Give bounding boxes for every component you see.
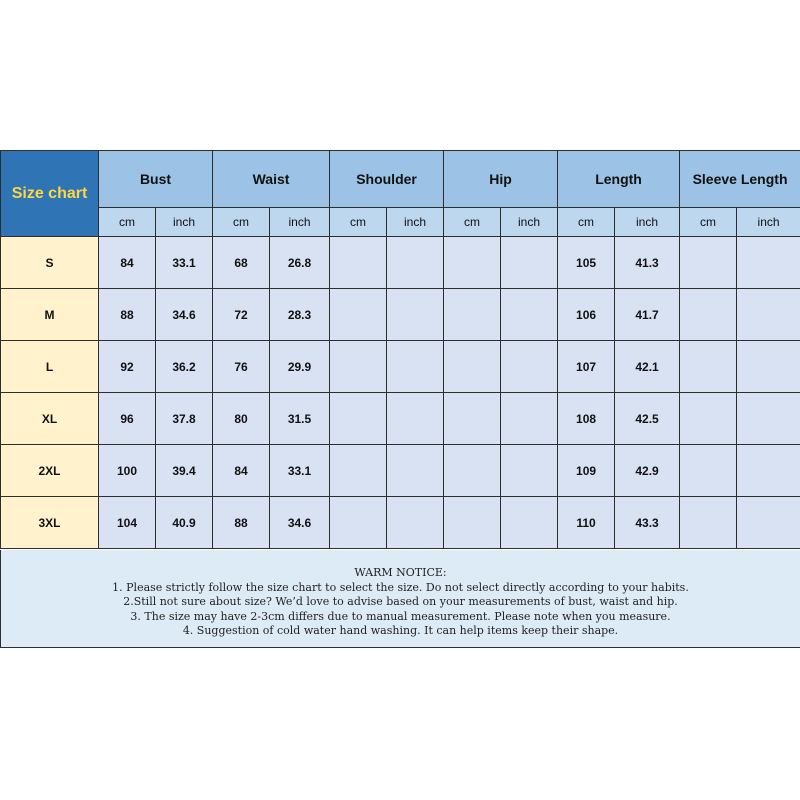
table-cell	[330, 445, 387, 497]
size-label: L	[1, 341, 99, 393]
table-cell	[387, 497, 444, 549]
table-cell	[680, 289, 737, 341]
table-cell	[680, 393, 737, 445]
unit-header-cm: cm	[213, 208, 270, 237]
table-cell: 105	[558, 237, 615, 289]
size-label: M	[1, 289, 99, 341]
table-cell	[737, 289, 800, 341]
table-cell: 41.3	[615, 237, 680, 289]
table-cell: 34.6	[156, 289, 213, 341]
table-cell: 29.9	[270, 341, 330, 393]
table-cell	[330, 237, 387, 289]
column-header-waist: Waist	[213, 151, 330, 208]
size-label: XL	[1, 393, 99, 445]
table-row	[1, 497, 800, 549]
table-cell: 34.6	[270, 497, 330, 549]
table-cell: 28.3	[270, 289, 330, 341]
table-cell: 37.8	[156, 393, 213, 445]
table-cell	[680, 237, 737, 289]
table-cell	[737, 237, 800, 289]
table-cell	[680, 497, 737, 549]
table-cell	[444, 289, 501, 341]
table-cell	[387, 445, 444, 497]
table-cell: 96	[99, 393, 156, 445]
table-cell	[501, 393, 558, 445]
table-cell	[444, 393, 501, 445]
table-cell: 80	[213, 393, 270, 445]
size-rows	[1, 237, 800, 549]
table-cell: 68	[213, 237, 270, 289]
size-chart-title: Size chart	[1, 151, 99, 237]
unit-header-cm: cm	[330, 208, 387, 237]
notice-line-2: 2.Still not sure about size? We’d love to advise based on your measurements of bust, waist and hip.	[123, 595, 678, 608]
table-row	[1, 289, 800, 341]
table-cell	[444, 237, 501, 289]
table-cell: 110	[558, 497, 615, 549]
unit-header-cm: cm	[444, 208, 501, 237]
size-label: S	[1, 237, 99, 289]
table-cell	[501, 289, 558, 341]
table-cell: 36.2	[156, 341, 213, 393]
table-cell: 108	[558, 393, 615, 445]
table-cell: 72	[213, 289, 270, 341]
table-cell: 31.5	[270, 393, 330, 445]
table-cell	[444, 445, 501, 497]
unit-header-inch: inch	[615, 208, 680, 237]
table-cell: 40.9	[156, 497, 213, 549]
table-cell	[737, 393, 800, 445]
table-cell: 104	[99, 497, 156, 549]
warm-notice	[0, 550, 800, 648]
size-label: 3XL	[1, 497, 99, 549]
table-cell: 76	[213, 341, 270, 393]
table-cell	[444, 341, 501, 393]
notice-line-1: 1. Please strictly follow the size chart to select the size. Do not select directly according to your habits.	[112, 580, 689, 594]
table-cell: 88	[213, 497, 270, 549]
unit-header-cm: cm	[558, 208, 615, 237]
table-row	[1, 341, 800, 393]
table-cell: 100	[99, 445, 156, 497]
unit-header-inch: inch	[501, 208, 558, 237]
unit-header-inch: inch	[270, 208, 330, 237]
column-header-hip: Hip	[444, 151, 558, 208]
table-cell	[501, 497, 558, 549]
table-cell	[330, 393, 387, 445]
column-header-length: Length	[558, 151, 680, 208]
table-cell: 26.8	[270, 237, 330, 289]
size-chart-table	[0, 150, 800, 549]
table-cell: 92	[99, 341, 156, 393]
table-cell: 42.9	[615, 445, 680, 497]
unit-header-inch: inch	[737, 208, 800, 237]
table-cell	[387, 393, 444, 445]
table-cell	[737, 497, 800, 549]
table-row	[1, 237, 800, 289]
table-cell	[387, 237, 444, 289]
table-cell: 106	[558, 289, 615, 341]
table-cell: 39.4	[156, 445, 213, 497]
table-cell	[737, 341, 800, 393]
column-header-sleeve-length: Sleeve Length	[680, 151, 800, 208]
unit-header-cm: cm	[99, 208, 156, 237]
table-cell	[501, 445, 558, 497]
table-row	[1, 445, 800, 497]
table-cell: 33.1	[156, 237, 213, 289]
table-cell: 107	[558, 341, 615, 393]
table-row	[1, 393, 800, 445]
size-label: 2XL	[1, 445, 99, 497]
table-cell: 88	[99, 289, 156, 341]
notice-heading: WARM NOTICE:	[354, 566, 447, 579]
notice-line-3: 3. The size may have 2-3cm differs due to manual measurement. Please note when you measure.	[130, 609, 671, 623]
table-cell	[501, 341, 558, 393]
table-cell: 42.5	[615, 393, 680, 445]
table-cell	[680, 445, 737, 497]
table-cell	[387, 289, 444, 341]
table-cell: 42.1	[615, 341, 680, 393]
table-cell	[387, 341, 444, 393]
unit-header-row	[1, 208, 800, 237]
table-cell	[330, 289, 387, 341]
unit-header-inch: inch	[387, 208, 444, 237]
table-cell: 33.1	[270, 445, 330, 497]
table-cell: 84	[99, 237, 156, 289]
table-cell: 84	[213, 445, 270, 497]
table-cell	[680, 341, 737, 393]
table-cell	[501, 237, 558, 289]
notice-line-4: 4. Suggestion of cold water hand washing. It can help items keep their shape.	[182, 624, 619, 637]
table-cell	[330, 341, 387, 393]
unit-header-inch: inch	[156, 208, 213, 237]
column-header-shoulder: Shoulder	[330, 151, 444, 208]
table-cell	[737, 445, 800, 497]
table-cell: 41.7	[615, 289, 680, 341]
unit-header-cm: cm	[680, 208, 737, 237]
table-cell: 43.3	[615, 497, 680, 549]
table-cell	[444, 497, 501, 549]
column-header-bust: Bust	[99, 151, 213, 208]
table-cell	[330, 497, 387, 549]
table-cell: 109	[558, 445, 615, 497]
